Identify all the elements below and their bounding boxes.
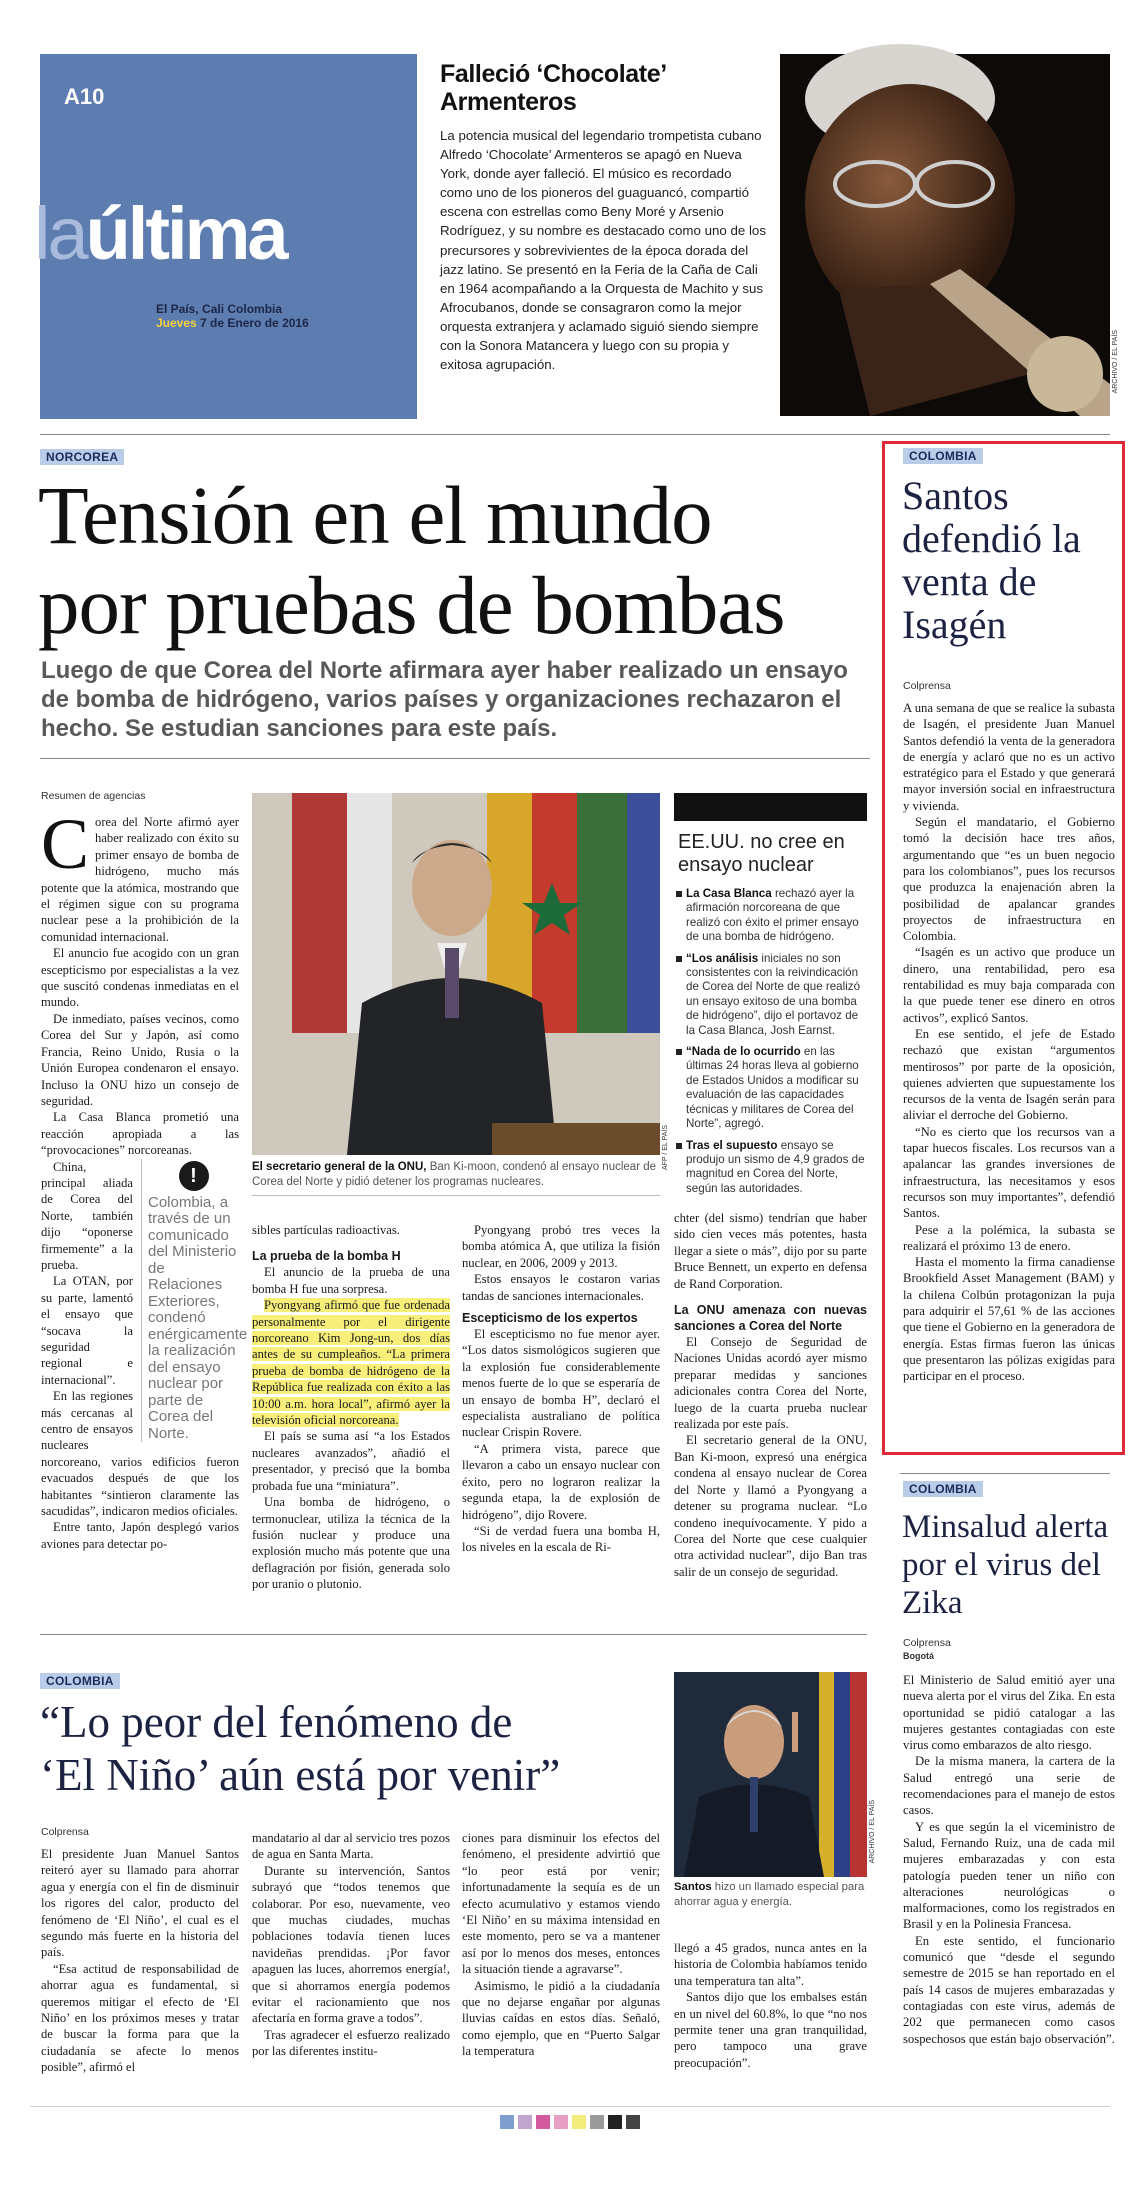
- headline-line2: por pruebas de bombas: [38, 559, 785, 651]
- swatch-8: [626, 2115, 640, 2129]
- main-col3-p1: Pyongyang probó tres veces la bomba atómica A, que utiliza la fisión nuclear, en 2006, 2009 y 2013.: [462, 1223, 660, 1270]
- main-headline: [38, 470, 785, 650]
- main-deck: Luego de que Corea del Norte afirmara ayer haber realizado un ensayo de bomba de hidrógeno, varios países y organizaciones rechazaron el hecho. Se estudian sanciones para este país.: [41, 657, 848, 742]
- santos-p7: Hasta el momento la firma canadiense Brookfield Asset Management (BAM) y la chilena Colbún protagonizan la puja para adquirir el 57,61 % de las acciones que tiene el Gobierno en la generadora de energía. Estas firmas fueron las únicas que presentaron las pólizas exigidas para participar en el proceso.: [903, 1255, 1115, 1384]
- main-col3: [462, 1222, 660, 1622]
- zika-body: [903, 1672, 1115, 2087]
- sidebar-item-bold: La Casa Blanca: [686, 887, 772, 900]
- alert-icon: !: [179, 1161, 209, 1191]
- nino-col4-p1: llegó a 45 grados, nunca antes en la historia de Colombia habíamos tenido una temperatura tan alta”.: [674, 1941, 867, 1988]
- main-col1-p7: En las regiones más cercanas al centro de ensayos nucleares norcoreano, varios edificios fueron evacuados después de que los habitantes “sintieron claramente las sacudidas”, indicaron medios oficiales.: [41, 1389, 239, 1519]
- top-story-title: Falleció ‘Chocolate’ Armenteros: [440, 60, 666, 116]
- santos-headline: Santos defendió la venta de Isagén: [902, 473, 1081, 647]
- sidebar-item: [674, 887, 867, 945]
- section-tag-colombia-santos: COLOMBIA: [903, 448, 983, 464]
- usa-sidebar: [674, 793, 867, 1193]
- santos-nino-photo: [674, 1672, 867, 1877]
- section-tag-norcorea: NORCOREA: [40, 449, 124, 465]
- santos-p5: “No es cierto que los recursos van a tapar huecos fiscales. Los recursos van a apalancar las grandes inversiones de infraestructura, las necesitamos y esos recursos son muy importantes”, defendió Santos.: [903, 1124, 1115, 1221]
- swatch-1: [500, 2115, 514, 2129]
- main-col2-p3: Una bomba de hidrógeno, o termonuclear, utiliza la técnica de la fusión nuclear y produce una explosión mucho más potente que una deflagración por fisión, generada solo por uranio o plutonio.: [252, 1495, 450, 1592]
- swatch-3: [536, 2115, 550, 2129]
- nino-caption-text: hizo un llamado especial para ahorrar agua y energía.: [674, 1881, 865, 1908]
- nino-col2-p2: Durante su intervención, Santos subrayó que “todos tenemos que colaborar. Por eso, nuevamente, veo que muchas ciudades, muchas poblaciones todavía tienen luces navideñas prendidas. ¡Por favor apaguen las luces, ahorremos energía!, que si ahorramos energía podemos evitar el racionamiento que nos afectaría en forma grave a todos”.: [252, 1863, 450, 2026]
- ban-ki-moon-graphic: [252, 793, 660, 1155]
- main-col2: [252, 1222, 450, 1622]
- main-col1: [41, 804, 248, 1614]
- sidebar-top-bar: [674, 793, 867, 821]
- date-rest: 7 de Enero de 2016: [196, 316, 309, 330]
- nino-byline: Colprensa: [41, 1826, 89, 1838]
- santos-p1: A una semana de que se realice la subasta de Isagén, el presidente Juan Manuel Santos defendió la venta de la generadora de energía y aclaró que no es un activo estratégico para el Estado y que generará mayor inversión social en infraestructura y vivienda.: [903, 701, 1115, 813]
- main-col3-p2: Estos ensayos le costaron varias tandas de sanciones internacionales.: [462, 1272, 660, 1303]
- main-col1-p8: Entre tanto, Japón desplegó varios aviones para detectar po-: [41, 1520, 239, 1551]
- top-story-body: La potencia musical del legendario trompetista cubano Alfredo ‘Chocolate’ Armenteros se apagó en Nueva York, donde ayer falleció. El músico es recordado como uno de los pioneros del guaguancó, compartió escena con estrellas como Beny Moré y Arsenio Rodríguez, y su nombre es destacado como uno de los precursores y sobrevivientes de la época dorada del jazz latino. Se presentó en la Feria de la Caña de Cali en 1964 acompañando a la Orquesta de Machito y sus Afrocubanos, donde se consagraron como la mejor orquesta extranjera y aclamado siguió siendo siempre con la Sonora Matancera y luego con su propia y exitosa agrupación.: [440, 128, 766, 373]
- main-col4-p1: chter (del sismo) tendrían que haber sido cien veces más potentes, hasta llegar a siete o más”, dijo por su parte Bruce Bennett, un experto en defensa de Rand Corporation.: [674, 1211, 867, 1291]
- date-line2: [156, 316, 309, 330]
- main-col3-p3: El escepticismo no fue menor ayer. “Los datos sismológicos sugieren que la explosión fue considerablemente menos fuerte de lo que se esperaría de un ensayo de bomba H”, declaró el especialista australiano de política nuclear Crispin Rovere.: [462, 1327, 660, 1440]
- armenteros-portrait-graphic: [780, 54, 1110, 416]
- main-col2-subhead: La prueba de la bomba H: [252, 1249, 401, 1264]
- top-photo-credit: ARCHIVO / EL PAÍS: [1112, 330, 1119, 394]
- headline-line1: Tensión en el mundo: [38, 469, 712, 561]
- caption-text: Ban Ki-moon, condenó al ensayo nuclear de Corea del Norte y pidió detener los programas nucleares.: [252, 1161, 657, 1188]
- top-story: [440, 60, 766, 430]
- nino-col3-p1: ciones para disminuir los efectos del fenómeno, el presidente advirtió que “lo peor está por venir; infortunadamente la sequía es de un efecto acumulativo y estamos viendo ‘El Niño’ en su máxima intensidad en este momento, pero se va a mantener así por lo menos dos meses, entonces la situación tiende a agravarse”.: [462, 1831, 660, 1977]
- nino-col3: [462, 1830, 660, 2096]
- dropcap: C: [41, 804, 90, 884]
- santos-graphic: [674, 1672, 867, 1877]
- pull-quote: [141, 1159, 248, 1443]
- main-photo-credit: AFP / EL PAÍS: [662, 1125, 669, 1171]
- swatch-4: [554, 2115, 568, 2129]
- date-day: Jueves: [156, 316, 197, 330]
- logo-bold: última: [85, 192, 286, 275]
- section-logo: [34, 194, 286, 274]
- zika-byline-name: Colprensa: [903, 1637, 951, 1649]
- sidebar-item: [674, 1045, 867, 1131]
- main-col1-p4: La Casa Blanca prometió una reacción apropiada a las “provocaciones” norcoreanas.: [41, 1110, 239, 1158]
- divider-nino: [40, 1634, 867, 1635]
- divider-deck: [40, 758, 870, 759]
- main-col2-top: sibles partículas radioactivas.: [252, 1223, 400, 1237]
- sidebar-list: [674, 887, 867, 1196]
- main-col2-p1: El anuncio de la prueba de una bomba H fue una sorpresa.: [252, 1265, 450, 1296]
- main-col4: [674, 1210, 867, 1622]
- main-byline: Resumen de agencias: [41, 790, 146, 802]
- divider-top: [40, 434, 1110, 435]
- nino-headline-line2: ‘El Niño’ aún está por venir”: [40, 1750, 561, 1800]
- masthead-date: [156, 302, 309, 330]
- main-col1-p2: El anuncio fue acogido con un gran escepticismo por especialistas a la vez que suscitó condenas inmediatas en el mundo.: [41, 946, 239, 1010]
- main-col1-p5: China, principal aliada de Corea del Norte, también dijo “oponerse firmemente” a la prueba.: [41, 1159, 133, 1272]
- santos-p3: “Isagén es un activo que produce un dinero, una rentabilidad, pero esa rentabilidad es muy baja comparada con la que puede tener ese dinero en otros activos”, explicó Santos.: [903, 945, 1115, 1025]
- color-registration-bar: [500, 2115, 644, 2134]
- main-col4-p3: El secretario general de la ONU, Ban Ki-moon, expresó una enérgica condena al ensayo nuclear de Corea del Norte y llamó a Pyongyang a detener su programa nuclear. “Lo condeno inequívocamente. Y pido a Corea del Norte que cese cualquier otra actividad nuclear”, dijo Ban tras salir de un consejo de seguridad.: [674, 1433, 867, 1579]
- logo-light: la: [34, 192, 86, 275]
- section-tag-colombia-nino: COLOMBIA: [40, 1673, 120, 1689]
- main-photo-caption: [252, 1160, 660, 1190]
- nino-col2-p3: Tras agradecer el esfuerzo realizado por las diferentes institu-: [252, 2027, 450, 2059]
- santos-p4: En ese sentido, el jefe de Estado rechazó que existan “argumentos mentirosos” por parte de la oposición, quienes advierten que supuestamente los recursos de la venta de Isagén serán para aliviar el derroche del Gobierno.: [903, 1026, 1115, 1123]
- santos-p6: Pese a la polémica, la subasta se realizará el próximo 13 de enero.: [903, 1222, 1115, 1253]
- ban-ki-moon-photo: [252, 793, 660, 1155]
- zika-p1: El Ministerio de Salud emitió ayer una nueva alerta por el virus del Zika. En esta oportunidad se pidió catalogar a las mujeres gestantes contagiadas con este virus como embarazos de alto riesgo.: [903, 1673, 1115, 1753]
- swatch-5: [572, 2115, 586, 2129]
- sidebar-title: EE.UU. no cree en ensayo nuclear: [678, 831, 845, 876]
- sidebar-item-bold: “Nada de lo ocurrido: [686, 1045, 801, 1059]
- masthead: [34, 54, 417, 419]
- main-col4-p2: El Consejo de Seguridad de Naciones Unidas acordó ayer mismo preparar medidas y sanciones adicionales contra Corea del Norte, luego de la cuarta prueba nuclear realizada por este país.: [674, 1335, 867, 1432]
- caption-bold: El secretario general de la ONU,: [252, 1161, 427, 1173]
- main-col2-p2: El país se suma así “a los Estados nucleares avanzados”, añadió el presentador, y precisó que la bomba probada fue una “miniatura”.: [252, 1429, 450, 1493]
- main-col3-subhead: Escepticismo de los expertos: [462, 1311, 638, 1326]
- nino-col1-p2: “Esa actitud de responsabilidad de ahorrar agua es fundamental, si queremos mitigar el efecto de ‘El Niño’ en los próximos meses y tratar de buscar la forma para que la ciudadanía se afecte lo menos posible”, afirmó el: [41, 1961, 239, 2075]
- date-line1: El País, Cali Colombia: [156, 302, 283, 316]
- main-col2-highlight: [252, 1297, 450, 1428]
- pull-quote-text: Colombia, a través de un comunicado del Ministerio de Relaciones Exteriores, condenó enérgicamente la realización del ensayo nuclear por parte de Corea del Norte.: [148, 1193, 248, 1442]
- sidebar-item-bold: “Los análisis: [686, 951, 759, 965]
- main-col1-p3: De inmediato, países vecinos, como Corea del Sur y Japón, así como Francia, Reino Unido, Rusia o la Unión Europea condenaron el ensayo. Incluso la ONU hizo un consejo de seguridad.: [41, 1011, 239, 1108]
- main-col1-p6: La OTAN, por su parte, lamentó el ensayo que “socava la seguridad regional e internacional”.: [41, 1274, 133, 1387]
- zika-byline: [903, 1637, 951, 1663]
- santos-p2: Según el mandatario, el Gobierno tomó la decisión hace tres años, argumentando que “es un buen negocio para los colombianos”, pues los recursos que produzca la enajenación abren la posibilidad de apalancar grandes proyectos de infraestructura en Colombia.: [903, 815, 1115, 944]
- page-number: A10: [64, 84, 105, 109]
- swatch-2: [518, 2115, 532, 2129]
- santos-byline: Colprensa: [903, 680, 951, 692]
- zika-p2: De la misma manera, la cartera de la Salud entregó una serie de recomendaciones para el manejo de estos casos.: [903, 1754, 1115, 1818]
- nino-photo-credit: ARCHIVO / EL PAÍS: [869, 1800, 876, 1864]
- sidebar-item-text: en las últimas 24 horas lleva al gobierno de Estados Unidos a modificar su evaluación de las capacidades técnicas y militares de Corea del Norte”, agregó.: [686, 1045, 859, 1131]
- main-col3-p4: “A primera vista, parece que llevaron a cabo un ensayo nuclear con éxito, pero no lograron realizar la segunda etapa, la de explosión de hidrógeno”, dijo Rovere.: [462, 1441, 660, 1522]
- nino-col1-p1: El presidente Juan Manuel Santos reiteró ayer su llamado para ahorrar agua y energía con el fin de disminuir los rigores del calor, producto del fenómeno de ‘El Niño’, el cual es el segundo más fuerte en la historia del país.: [41, 1847, 239, 1960]
- main-col3-p5: “Si de verdad fuera una bomba H, los niveles en la escala de Ri-: [462, 1523, 660, 1555]
- nino-col3-p2: Asimismo, le pidió a la ciudadanía que no dejarse engañar por algunas lluvias caídas en estos días. Señaló, como ejemplo, que en “Puerto Salgar la temperatura: [462, 1978, 660, 2059]
- sidebar-item: [674, 1139, 867, 1197]
- divider-zika: [900, 1473, 1110, 1474]
- nino-caption-bold: Santos: [674, 1881, 712, 1893]
- divider-photo: [252, 1195, 660, 1196]
- santos-body: [903, 700, 1115, 1444]
- sidebar-item-bold: Tras el supuesto: [686, 1138, 778, 1152]
- nino-col2: [252, 1830, 450, 2096]
- nino-photo-caption: [674, 1880, 867, 1910]
- zika-p4: En este sentido, el funcionario comunicó que “desde el segundo semestre de 2015 se han reportado en el país 14 casos de mujeres embarazadas y contagiadas con este virus, además de 202 que permanecen como casos sospechosos que están bajo observación”.: [903, 1933, 1115, 2046]
- zika-headline: Minsalud alerta por el virus del Zika: [902, 1509, 1109, 1621]
- top-story-photo: [780, 54, 1110, 416]
- nino-headline-line1: “Lo peor del fenómeno de: [40, 1697, 513, 1747]
- nino-col1: [41, 1846, 239, 2096]
- sidebar-item-text: rechazó ayer la afirmación norcoreana de que realizó con éxito el primer ensayo de una bomba de hidrógeno.: [686, 887, 859, 944]
- main-col1-p1: orea del Norte afirmó ayer haber realizado con éxito su primer ensayo de bomba de hidrógeno, mucho más potente que la atómica, mostrando que el régimen sigue con su programa nuclear pese a la prohibición de la comunidad internacional.: [41, 815, 239, 944]
- sidebar-item-text: iniciales no son consistentes con la reivindicación de Corea del Norte de que realizó un ensayo exitoso de una bomba de hidrógeno”, dijo el portavoz de la Casa Blanca, Josh Earnst.: [686, 951, 861, 1037]
- footer-rule: [30, 2106, 1110, 2107]
- nino-col4: [674, 1940, 867, 2090]
- nino-col2-p1: mandatario al dar al servicio tres pozos de agua en Santa Marta.: [252, 1831, 450, 1862]
- nino-headline: [40, 1696, 560, 1802]
- sidebar-item: [674, 952, 867, 1038]
- swatch-7: [608, 2115, 622, 2129]
- main-col4-subhead: La ONU amenaza con nuevas sanciones a Corea del Norte: [674, 1303, 867, 1334]
- swatch-6: [590, 2115, 604, 2129]
- section-tag-colombia-zika: COLOMBIA: [903, 1481, 983, 1497]
- highlighted-text: Pyongyang afirmó que fue ordenada personalmente por el dirigente norcoreano Kim Jong-un, dos días antes de su cumpleaños. “La primera prueba de bomba de hidrógeno de la República fue realizada con éxito a las 10:00 a.m. hora local”, afirmó ayer la televisión oficial norcoreana.: [252, 1298, 450, 1428]
- nino-col4-p2: Santos dijo que los embalses están en un nivel del 60.8%, lo que “no nos permite tener una gran tranquilidad, pero tampoco una grave preocupación”.: [674, 1990, 867, 2070]
- sidebar-item-text: ensayo se produjo un sismo de 4,9 grados de magnitud en Corea del Norte, según las autoridades.: [686, 1138, 865, 1195]
- zika-dateline: Bogotá: [903, 1651, 934, 1661]
- zika-p3: Y es que según la el viceministro de Salud, Fernando Ruiz, una de cada mil mujeres embarazadas y con esta patología pueden tener un niño con alteraciones neurológicas o malformaciones, como los registrados en Brasil y en la Polinesia Francesa.: [903, 1819, 1115, 1932]
